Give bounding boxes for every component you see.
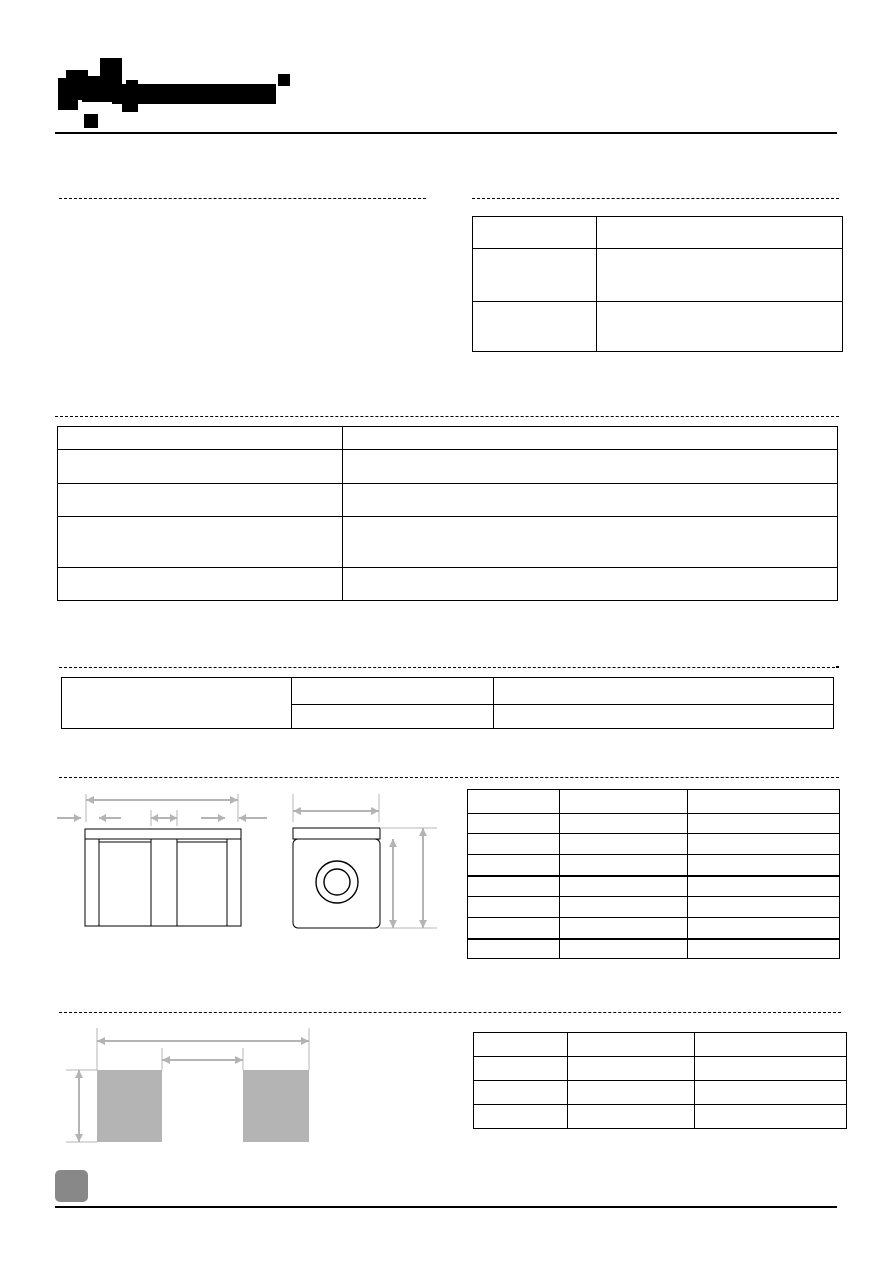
- table-cell: [473, 302, 597, 352]
- table-row: [468, 876, 840, 897]
- table-row: [58, 484, 838, 517]
- table-cell: [560, 814, 688, 834]
- table-cell: [468, 939, 560, 959]
- features-divider: [59, 198, 426, 199]
- table-cell: [688, 897, 840, 918]
- land-pattern-divider: [59, 1012, 841, 1013]
- table-cell: [473, 249, 597, 302]
- table-cell: [568, 1081, 695, 1105]
- table-row: [468, 790, 840, 814]
- table-cell: [560, 897, 688, 918]
- land-pattern-table: [473, 1032, 847, 1129]
- table-cell: [474, 1057, 568, 1081]
- table-cell: [568, 1057, 695, 1081]
- table-cell: [494, 705, 834, 729]
- table-row: [468, 855, 840, 876]
- table-row: [58, 517, 838, 568]
- table-cell: [688, 814, 840, 834]
- logo-graphic: [56, 56, 294, 132]
- table-cell: [560, 790, 688, 814]
- table-cell: [343, 517, 838, 568]
- table-cell: [560, 939, 688, 959]
- table-cell: [292, 678, 494, 705]
- table-cell: [58, 450, 343, 484]
- table-cell: [560, 855, 688, 876]
- table-row: [473, 302, 843, 352]
- table-cell: [468, 790, 560, 814]
- footer-rule: [55, 1206, 837, 1208]
- ordering-table: [472, 216, 843, 352]
- table-row: [468, 939, 840, 959]
- table-cell: [695, 1033, 847, 1057]
- table-cell: [560, 876, 688, 897]
- table-cell: [468, 876, 560, 897]
- table-cell: [688, 876, 840, 897]
- table-cell: [695, 1057, 847, 1081]
- table-row: [58, 568, 838, 601]
- table-row: [58, 450, 838, 484]
- ordering-divider: [472, 198, 839, 199]
- page-marker: [55, 1170, 88, 1202]
- table-cell: [568, 1033, 695, 1057]
- table-cell: [688, 834, 840, 855]
- dimensions-table: [467, 789, 840, 959]
- table-row: [473, 217, 843, 249]
- land-pattern-drawing: [62, 1026, 317, 1146]
- table-cell: [494, 678, 834, 705]
- table-cell: [343, 568, 838, 601]
- header-rule: [55, 132, 837, 134]
- table-cell: [688, 918, 840, 939]
- marking-table: [61, 677, 834, 729]
- table-cell: [688, 790, 840, 814]
- side-view-drawing: [285, 792, 440, 934]
- marking-divider: [59, 667, 835, 668]
- table-cell: [58, 568, 343, 601]
- table-cell: [688, 855, 840, 876]
- table-cell: [474, 1105, 568, 1129]
- table-cell: [468, 897, 560, 918]
- table-cell: [568, 1105, 695, 1129]
- table-cell: [560, 834, 688, 855]
- table-cell: [473, 217, 597, 249]
- table-row: [474, 1105, 847, 1129]
- table-cell: [474, 1033, 568, 1057]
- table-cell: [58, 427, 343, 450]
- table-cell: [58, 484, 343, 517]
- table-cell: [62, 678, 292, 729]
- table-row: [474, 1057, 847, 1081]
- table-cell: [560, 918, 688, 939]
- table-row: [473, 249, 843, 302]
- table-row: [468, 834, 840, 855]
- table-row: [58, 427, 838, 450]
- table-row: [62, 678, 834, 705]
- table-cell: [343, 450, 838, 484]
- table-cell: [468, 918, 560, 939]
- divider-end-mark: [836, 666, 839, 668]
- table-cell: [474, 1081, 568, 1105]
- table-cell: [597, 217, 843, 249]
- table-cell: [597, 302, 843, 352]
- front-view-drawing: [55, 792, 275, 932]
- table-cell: [695, 1081, 847, 1105]
- table-row: [468, 918, 840, 939]
- table-cell: [343, 484, 838, 517]
- company-logo: [56, 56, 294, 132]
- table-cell: [468, 814, 560, 834]
- table-row: [468, 814, 840, 834]
- table-cell: [468, 834, 560, 855]
- dimensions-divider: [59, 777, 839, 778]
- table-cell: [292, 705, 494, 729]
- table-cell: [58, 517, 343, 568]
- table-cell: [597, 249, 843, 302]
- specifications-divider: [55, 416, 839, 417]
- table-row: [474, 1081, 847, 1105]
- specifications-table: [57, 426, 838, 601]
- table-row: [468, 897, 840, 918]
- table-cell: [343, 427, 838, 450]
- table-row: [474, 1033, 847, 1057]
- table-cell: [688, 939, 840, 959]
- table-cell: [468, 855, 560, 876]
- table-cell: [695, 1105, 847, 1129]
